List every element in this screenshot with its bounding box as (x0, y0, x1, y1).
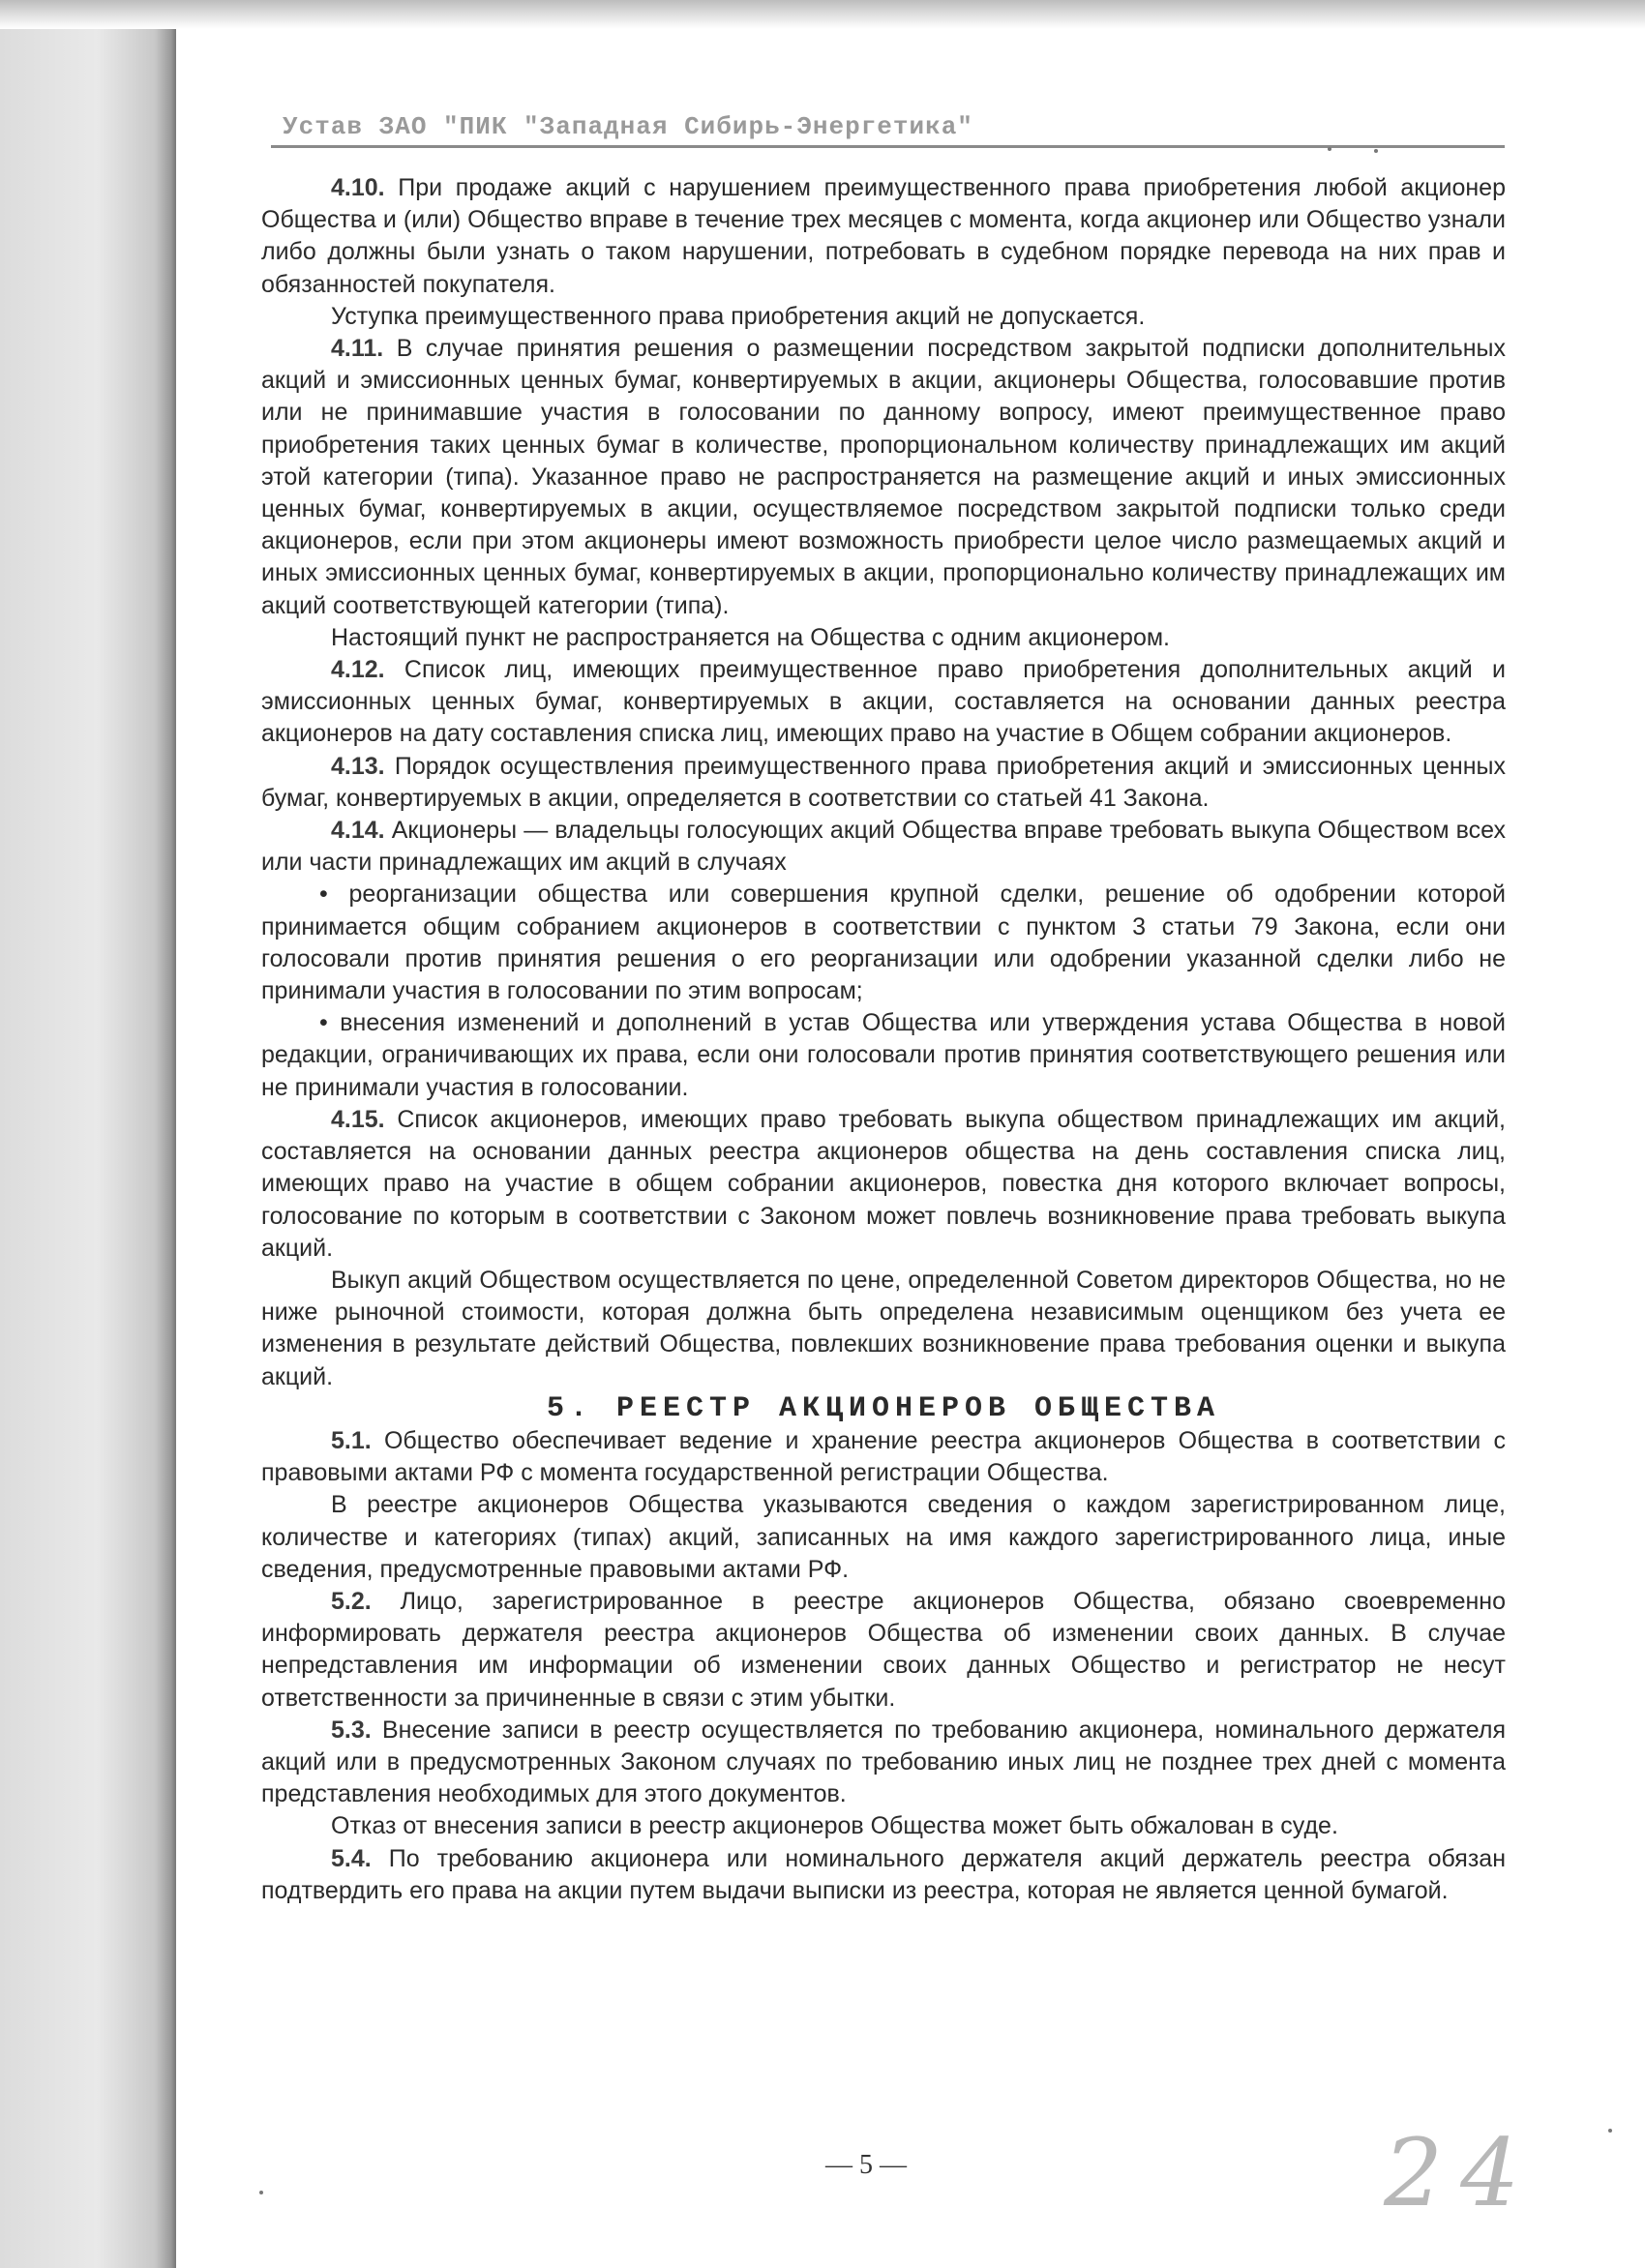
clause-5-2 (261, 1586, 1506, 1715)
clause-4-13 (261, 751, 1506, 815)
top-shadow (0, 0, 1645, 29)
clause-text: По требованию акционера или номинального держателя акций держатель реестра обязан подтвердить его права на акции путем выдачи выписки из реестра, которая не является ценной бумагой. (261, 1844, 1506, 1904)
clause-text: При продаже акций с нарушением преимущественного права приобретения любой акционер Общества и (или) Общество вправе в течение трех месяцев с момента, когда акционер или Общество узнали либо должны были узнать о таком нарушении, потребовать в судебном порядке перевода на них прав и обязанностей покупателя. (261, 174, 1506, 298)
paragraph: Настоящий пункт не распространяется на Общества с одним акционером. (331, 623, 1170, 651)
bullet-item: • реорганизации общества или совершения крупной сделки, решение об одобрении которой принимается общим собранием акционеров в соответствии с пунктом 3 статьи 79 Закона, если они голосовали против принятия решения о его реорганизации или одобрении указанной сделки либо не принимали участия в голосовании по этим вопросам; (261, 880, 1506, 1005)
section-title: 5. РЕЕСТР АКЦИОНЕРОВ ОБЩЕСТВА (546, 1391, 1221, 1425)
clause-text: Лицо, зарегистрированное в реестре акционеров Общества, обязано своевременно информировать держателя реестра акционеров Общества об изменении своих данных. В случае непредставления им информации об изменении своих данных Общество и регистратор не несут ответственности за причиненные в связи с этим убытки. (261, 1587, 1506, 1712)
document-body (261, 172, 1506, 1907)
binding-edge (0, 0, 176, 2268)
clause-number: 5.3. (331, 1716, 372, 1744)
clause-text: Список акционеров, имеющих право требовать выкупа обществом принадлежащих им акций, составляется на основании данных реестра акционеров общества на день составления списка лиц, имеющих право на участие в общем собрании акционеров, повестка дня которого включает вопросы, голосование по которым в соответствии с Законом может повлечь возникновение права требовать выкупа акций. (261, 1105, 1506, 1262)
page-number: — 5 — (825, 2150, 907, 2180)
clause-5-3 (261, 1715, 1506, 1811)
paragraph: Уступка преимущественного права приобретения акций не допускается. (331, 302, 1146, 330)
clause-number: 4.11. (331, 335, 384, 363)
running-header: Устав ЗАО "ПИК "Западная Сибирь-Энергетика" (283, 112, 973, 141)
clause-number: 4.12. (331, 656, 385, 684)
clause-5-1 (261, 1425, 1506, 1489)
paragraph: В реестре акционеров Общества указываются сведения о каждом зарегистрированном лице, количестве и категориях (типах) акций, записанных на имя каждого зарегистрированного лица, иные сведения, предусмотренные правовыми актами РФ. (261, 1491, 1506, 1583)
clause-number: 4.10. (331, 174, 385, 201)
handwritten-page-count: 24 (1384, 2119, 1538, 2227)
scan-speck (1328, 147, 1331, 151)
clause-number: 4.14. (331, 817, 385, 845)
paragraph: Выкуп акций Обществом осуществляется по цене, определенной Советом директоров Общества, но не ниже рыночной стоимости, которая должна быть определена независимым оценщиком без учета ее изменения в результате действий Общества, повлекших возникновение права требования оценки и выкупа акций. (261, 1266, 1506, 1390)
clause-4-14 (261, 815, 1506, 879)
clause-text: Внесение записи в реестр осуществляется по требованию акционера, номинального держателя акций или в предусмотренных Законом случаях по требованию иных лиц не позднее трех дней с момента представления необходимых для этого документов. (261, 1716, 1506, 1808)
clause-text: В случае принятия решения о размещении посредством закрытой подписки дополнительных акций и эмиссионных ценных бумаг, конвертируемых в акции, акционеры Общества, голосовавшие против или не принимавшие участия в голосовании по данному вопросу, имеют преимущественное право приобретения таких ценных бумаг в количестве, пропорциональном количеству принадлежащих им акций этой категории (типа). Указанное право не распространяется на размещение акций и иных эмиссионных ценных бумаг, конвертируемых в акции, осуществляемое посредством закрытой подписки только среди акционеров, если при этом акционеры имеют возможность приобрести целое число размещаемых акций и иных эмиссионных ценных бумаг, конвертируемых в акции, пропорционально количеству принадлежащих им акций соответствующей категории (типа). (261, 335, 1506, 619)
clause-number: 5.4. (331, 1844, 372, 1872)
clause-text: Акционеры — владельцы голосующих акций Общества вправе требовать выкупа Обществом всех или части принадлежащих им акций в случаях (261, 817, 1506, 877)
clause-number: 4.13. (331, 752, 385, 780)
clause-4-15 (261, 1104, 1506, 1265)
clause-text: Общество обеспечивает ведение и хранение реестра акционеров Общества в соответствии с правовыми актами РФ с момента государственной регистрации Общества. (261, 1426, 1506, 1487)
header-rule (271, 145, 1505, 148)
clause-4-11 (261, 333, 1506, 622)
clause-text: Список лиц, имеющих преимущественное право приобретения дополнительных акций и эмиссионных ценных бумаг, конвертируемых в акции, составляется на основании данных реестра акционеров на дату составления списка лиц, имеющих право на участие в Общем собрании акционеров. (261, 656, 1506, 748)
scan-speck (1374, 149, 1378, 153)
clause-number: 5.1. (331, 1426, 372, 1454)
paragraph: Отказ от внесения записи в реестр акционеров Общества может быть обжалован в суде. (331, 1812, 1338, 1840)
clause-4-10 (261, 172, 1506, 301)
clause-4-12 (261, 654, 1506, 751)
scan-speck (259, 2191, 263, 2194)
bullet-item: • внесения изменений и дополнений в устав Общества или утверждения устава Общества в новой редакции, ограничивающих их права, если они голосовали против принятия соответствующего решения или не принимали участия в голосовании. (261, 1009, 1506, 1101)
clause-text: Порядок осуществления преимущественного права приобретения акций и эмиссионных ценных бумаг, конвертируемых в акции, определяется в соответствии со статьей 41 Закона. (261, 752, 1506, 812)
clause-number: 4.15. (331, 1105, 385, 1133)
clause-number: 5.2. (331, 1587, 372, 1615)
clause-5-4 (261, 1843, 1506, 1907)
scan-speck (1608, 2129, 1612, 2133)
